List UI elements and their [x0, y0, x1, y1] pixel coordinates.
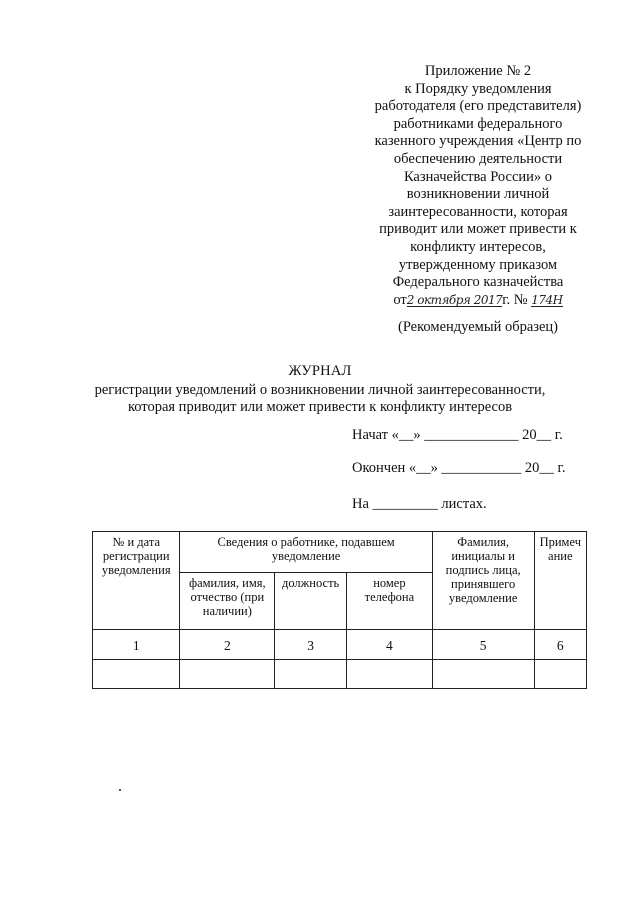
appendix-line: Казначейства России» о: [403, 168, 553, 185]
appendix-line: казенного учреждения «Центр по: [374, 133, 582, 150]
empty-cell: [432, 660, 534, 689]
order-mid: г. №: [502, 291, 528, 308]
journal-title: [60, 363, 580, 416]
handwritten-order-date: 2 октября 2017: [406, 292, 503, 307]
column-number: 5: [432, 630, 534, 660]
column-number: 2: [180, 630, 275, 660]
header-employee-info: Сведения о работнике, подавшем уведомление: [180, 532, 432, 573]
subheader-phone: номер телефона: [347, 573, 433, 630]
appendix-line: к Порядку уведомления: [404, 80, 552, 97]
column-number: 6: [534, 630, 586, 660]
appendix-line: Федерального казначейства: [392, 274, 564, 291]
empty-cell: [534, 660, 586, 689]
scan-speck: [119, 789, 121, 791]
column-number: 1: [93, 630, 180, 660]
appendix-line: заинтересованности, которая: [388, 203, 568, 220]
appendix-line: конфликту интересов,: [410, 238, 546, 255]
journal-heading: ЖУРНАЛ: [288, 363, 352, 379]
handwritten-order-number: 174Н: [531, 292, 563, 307]
column-number: 3: [275, 630, 347, 660]
sheets-field: На _________ листах.: [352, 496, 487, 512]
journal-subtitle-line: регистрации уведомлений о возникновении личной заинтересованности,: [94, 382, 546, 398]
table-empty-row: [93, 660, 587, 689]
started-field: Начат «__» _____________ 20__ г.: [352, 427, 563, 443]
appendix-line: Приложение № 2: [424, 63, 532, 79]
appendix-line: возникновении личной: [406, 186, 550, 203]
ended-field: Окончен «__» ___________ 20__ г.: [352, 460, 566, 476]
empty-cell: [93, 660, 180, 689]
subheader-full-name: фамилия, имя, отчество (при наличии): [180, 573, 275, 630]
sample-note: (Рекомендуемый образец): [397, 319, 559, 336]
appendix-line: работниками федерального: [393, 115, 563, 132]
header-note: Примеч ание: [534, 532, 586, 630]
header-receiver: Фамилия, инициалы и подпись лица, принявшего уведомление: [432, 532, 534, 630]
appendix-header: [358, 63, 598, 337]
header-registration: № и дата регистрации уведомления: [93, 532, 180, 630]
order-reference: [358, 292, 598, 310]
journal-table: [92, 531, 587, 689]
empty-cell: [180, 660, 275, 689]
appendix-line: работодателя (его представителя): [374, 98, 582, 115]
appendix-line: обеспечению деятельности: [393, 150, 563, 167]
appendix-line: приводит или может привести к: [379, 221, 577, 238]
empty-cell: [347, 660, 433, 689]
journal-subtitle-line: которая приводит или может привести к конфликту интересов: [127, 399, 513, 415]
subheader-position: должность: [275, 573, 347, 630]
table-header-row: [93, 532, 587, 573]
column-number: 4: [347, 630, 433, 660]
table-number-row: [93, 630, 587, 660]
empty-cell: [275, 660, 347, 689]
appendix-line: утвержденному приказом: [398, 256, 558, 273]
order-prefix: от: [393, 291, 407, 308]
